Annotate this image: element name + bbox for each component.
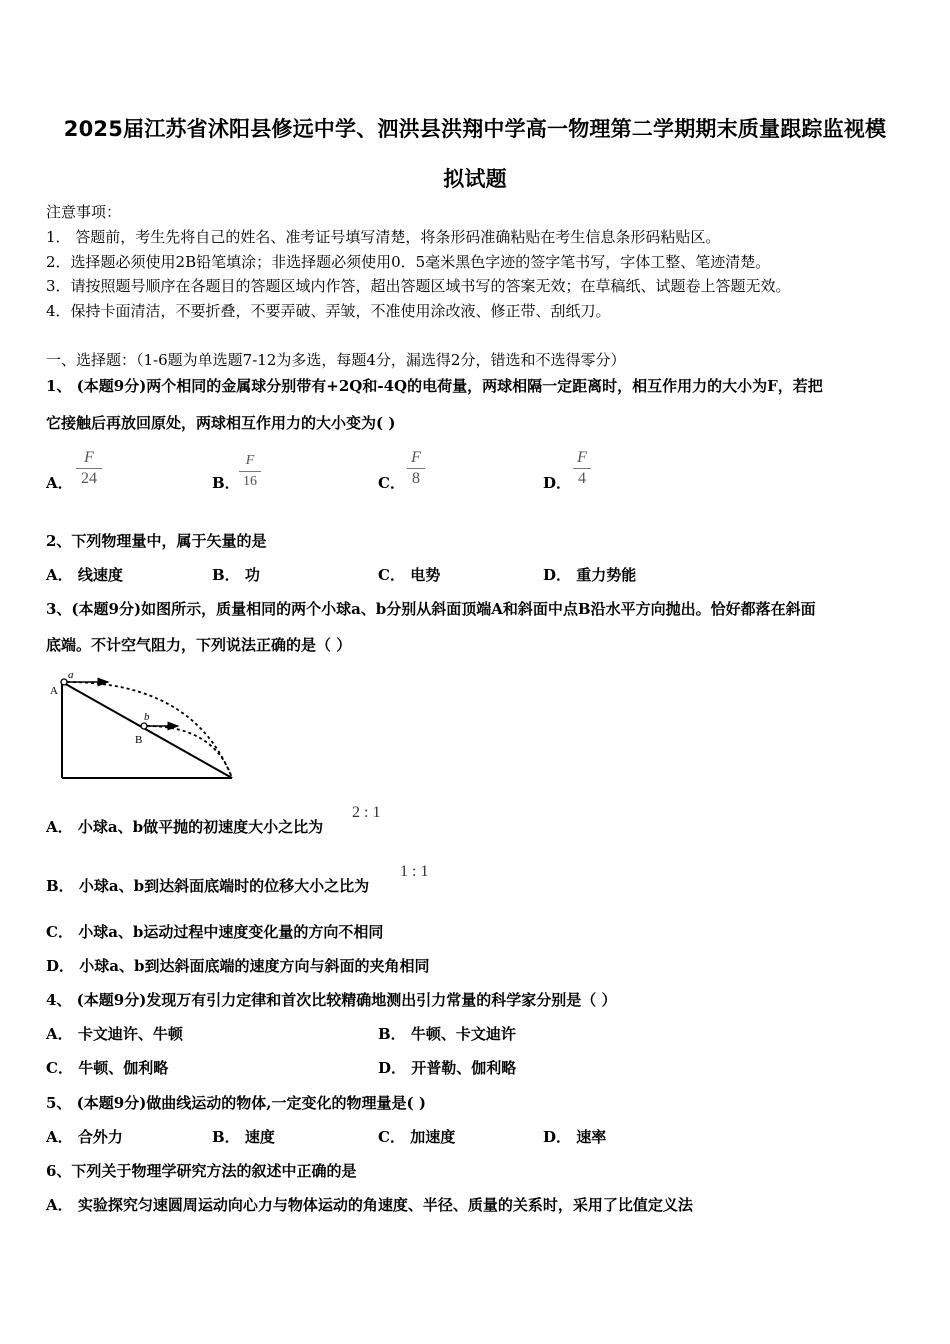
q1-stem-line1: 1、 (本题9分)两个相同的金属球分别带有+2Q和-4Q的电荷量，两球相隔一定距离时，相互作用力的大小为F，若把 bbox=[46, 377, 823, 395]
notice-item-4: 4．保持卡面清洁，不要折叠，不要弄破、弄皱，不准使用涂改液、修正带、刮纸刀。 bbox=[46, 302, 611, 320]
q4-option-d: D． 开普勒、伽利略 bbox=[378, 1059, 517, 1077]
q3-stem-line1: 3、(本题9分)如图所示，质量相同的两个小球a、b分别从斜面顶端A和斜面中点B沿水平方向抛出。恰好都落在斜面 bbox=[46, 600, 816, 618]
ball-b-icon bbox=[141, 723, 147, 729]
notice-heading: 注意事项： bbox=[46, 203, 122, 221]
q5-option-d: D． 速率 bbox=[543, 1128, 607, 1146]
ball-a-icon bbox=[61, 679, 67, 685]
q1-option-c-label: C． bbox=[378, 474, 405, 492]
q4-stem: 4、 (本题9分)发现万有引力定律和首次比较精确地测出引力常量的科学家分别是（ ） bbox=[46, 991, 617, 1009]
q1-stem-line2: 它接触后再放回原处，两球相互作用力的大小变为( ) bbox=[46, 414, 396, 432]
q4-option-a: A． 卡文迪许、牛顿 bbox=[46, 1025, 183, 1043]
q1-option-a-fraction bbox=[76, 449, 102, 488]
q6-stem: 6、下列关于物理学研究方法的叙述中正确的是 bbox=[46, 1162, 357, 1180]
q1-option-a-label: A． bbox=[46, 474, 73, 492]
q3-stem-line2: 底端。不计空气阻力，下列说法正确的是（ ） bbox=[46, 636, 352, 654]
q4-option-b: B． 牛顿、卡文迪许 bbox=[378, 1025, 516, 1043]
notice-item-1: 1． 答题前，考生先将自己的姓名、准考证号填写清楚，将条形码准确粘贴在考生信息条形码粘贴区。 bbox=[46, 228, 721, 246]
q2-option-c: C． 电势 bbox=[378, 566, 441, 584]
label-A: A bbox=[50, 685, 58, 697]
q1-option-b-fraction bbox=[239, 452, 261, 491]
q5-option-c: C． 加速度 bbox=[378, 1128, 456, 1146]
q1-option-b-label: B． bbox=[212, 474, 240, 492]
q1-option-d-denominator: 4 bbox=[578, 470, 586, 487]
q2-option-b: B． 功 bbox=[212, 566, 260, 584]
notice-item-3: 3．请按照题号顺序在各题目的答题区域内作答，超出答题区域书写的答案无效；在草稿纸、试题卷上答题无效。 bbox=[46, 277, 791, 295]
q1-option-b-denominator: 16 bbox=[243, 474, 257, 489]
q3-option-a: A． 小球a、b做平抛的初速度大小之比为 bbox=[46, 818, 324, 836]
q1-option-c-denominator: 8 bbox=[412, 470, 420, 487]
q3-option-a-ratio: 2 : 1 bbox=[352, 804, 381, 821]
label-small-a: a bbox=[68, 669, 74, 681]
label-B: B bbox=[135, 734, 143, 746]
q4-option-c: C． 牛顿、伽利略 bbox=[46, 1059, 169, 1077]
exam-title-line2: 拟试题 bbox=[443, 167, 507, 191]
q1-option-d-numerator: F bbox=[577, 449, 587, 466]
q3-option-b: B． 小球a、b到达斜面底端时的位移大小之比为 bbox=[46, 877, 370, 895]
q1-option-d-fraction bbox=[573, 449, 591, 488]
q2-option-a: A． 线速度 bbox=[46, 566, 123, 584]
label-small-b: b bbox=[144, 711, 150, 723]
q1-option-d-label: D． bbox=[543, 474, 572, 492]
q5-option-b: B． 速度 bbox=[212, 1128, 275, 1146]
q3-incline-figure bbox=[44, 668, 244, 788]
q3-option-d: D． 小球a、b到达斜面底端的速度方向与斜面的夹角相同 bbox=[46, 957, 430, 975]
q2-stem: 2、下列物理量中，属于矢量的是 bbox=[46, 532, 267, 550]
q1-option-a-numerator: F bbox=[84, 449, 94, 466]
q3-option-b-ratio: 1 : 1 bbox=[400, 863, 429, 880]
q1-option-c-fraction bbox=[407, 449, 425, 488]
q1-option-a-denominator: 24 bbox=[81, 470, 97, 487]
q5-option-a: A． 合外力 bbox=[46, 1128, 123, 1146]
q1-option-c-numerator: F bbox=[411, 449, 421, 466]
section-heading: 一、选择题：（1-6题为单选题7-12为多选，每题4分，漏选得2分，错选和不选得零分） bbox=[46, 351, 626, 369]
notice-item-2: 2．选择题必须使用2B铅笔填涂；非选择题必须使用0．5毫米黑色字迹的签字笔书写，字体工整、笔迹清楚。 bbox=[46, 253, 771, 271]
q5-stem: 5、 (本题9分)做曲线运动的物体,一定变化的物理量是( ) bbox=[46, 1094, 426, 1112]
q3-option-c: C． 小球a、b运动过程中速度变化量的方向不相同 bbox=[46, 923, 384, 941]
exam-title-line1: 2025届江苏省沭阳县修远中学、泗洪县洪翔中学高一物理第二学期期末质量跟踪监视模 bbox=[63, 117, 887, 141]
incline-slope bbox=[62, 682, 232, 778]
q1-option-b-numerator: F bbox=[245, 453, 255, 468]
q6-option-a: A． 实验探究匀速圆周运动向心力与物体运动的角速度、半径、质量的关系时，采用了比值定义法 bbox=[46, 1196, 693, 1214]
q2-option-d: D． 重力势能 bbox=[543, 566, 637, 584]
